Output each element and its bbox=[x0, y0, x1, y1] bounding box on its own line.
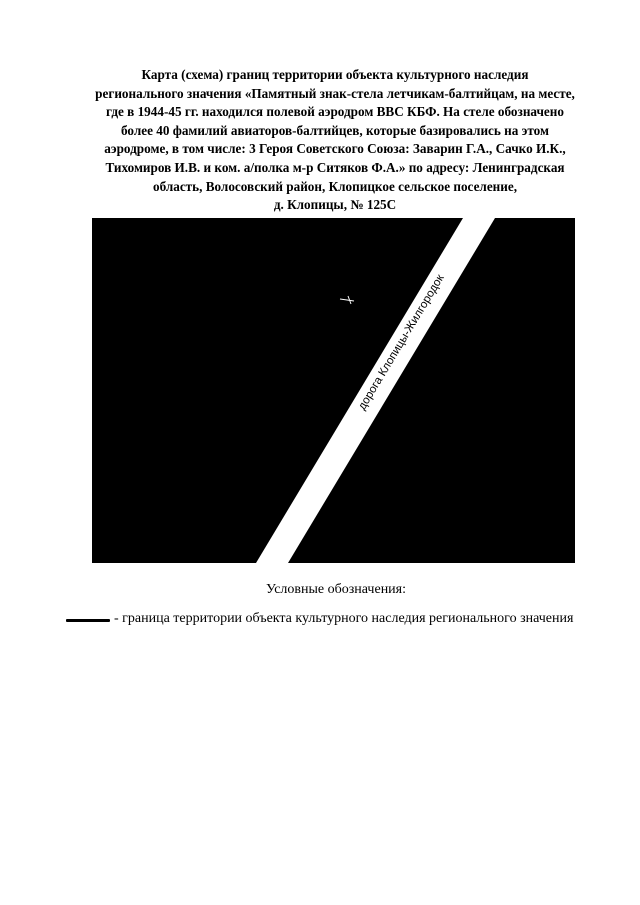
boundary-line-symbol bbox=[66, 619, 110, 622]
title-line: Карта (схема) границ территории объекта культурного наследия bbox=[141, 67, 529, 82]
title-line: д. Клопицы, № 125С bbox=[273, 197, 397, 213]
title-line: более 40 фамилий авиаторов-балтийцев, которые базировались на этом bbox=[120, 122, 549, 138]
title-line: область, Волосовский район, Клопицкое сельское поселение, bbox=[152, 178, 518, 194]
legend-item-text: - граница территории объекта культурного наследия регионального значения bbox=[114, 611, 574, 626]
map-scheme bbox=[92, 218, 575, 563]
legend-heading: Условные обозначения: bbox=[265, 582, 407, 597]
road-label: дорога Клопицы-Жилгородок bbox=[356, 272, 447, 413]
map-canvas bbox=[92, 218, 575, 563]
map-background bbox=[92, 218, 575, 563]
title-line: аэродроме, в том числе: 3 Героя Советского Союза: Заварин Г.А., Сачко И.К., bbox=[104, 141, 566, 157]
title-line: где в 1944-45 гг. находился полевой аэродром ВВС КБФ. На стеле обозначено bbox=[106, 104, 564, 120]
title-line: регионального значения «Памятный знак-стела летчикам-балтийцам, на месте, bbox=[95, 85, 575, 101]
document-title bbox=[50, 66, 620, 215]
title-line: Тихомиров И.В. и ком. а/полка м-р Ситяков Ф.А.» по адресу: Ленинградская bbox=[105, 159, 565, 175]
legend-item bbox=[66, 609, 573, 629]
